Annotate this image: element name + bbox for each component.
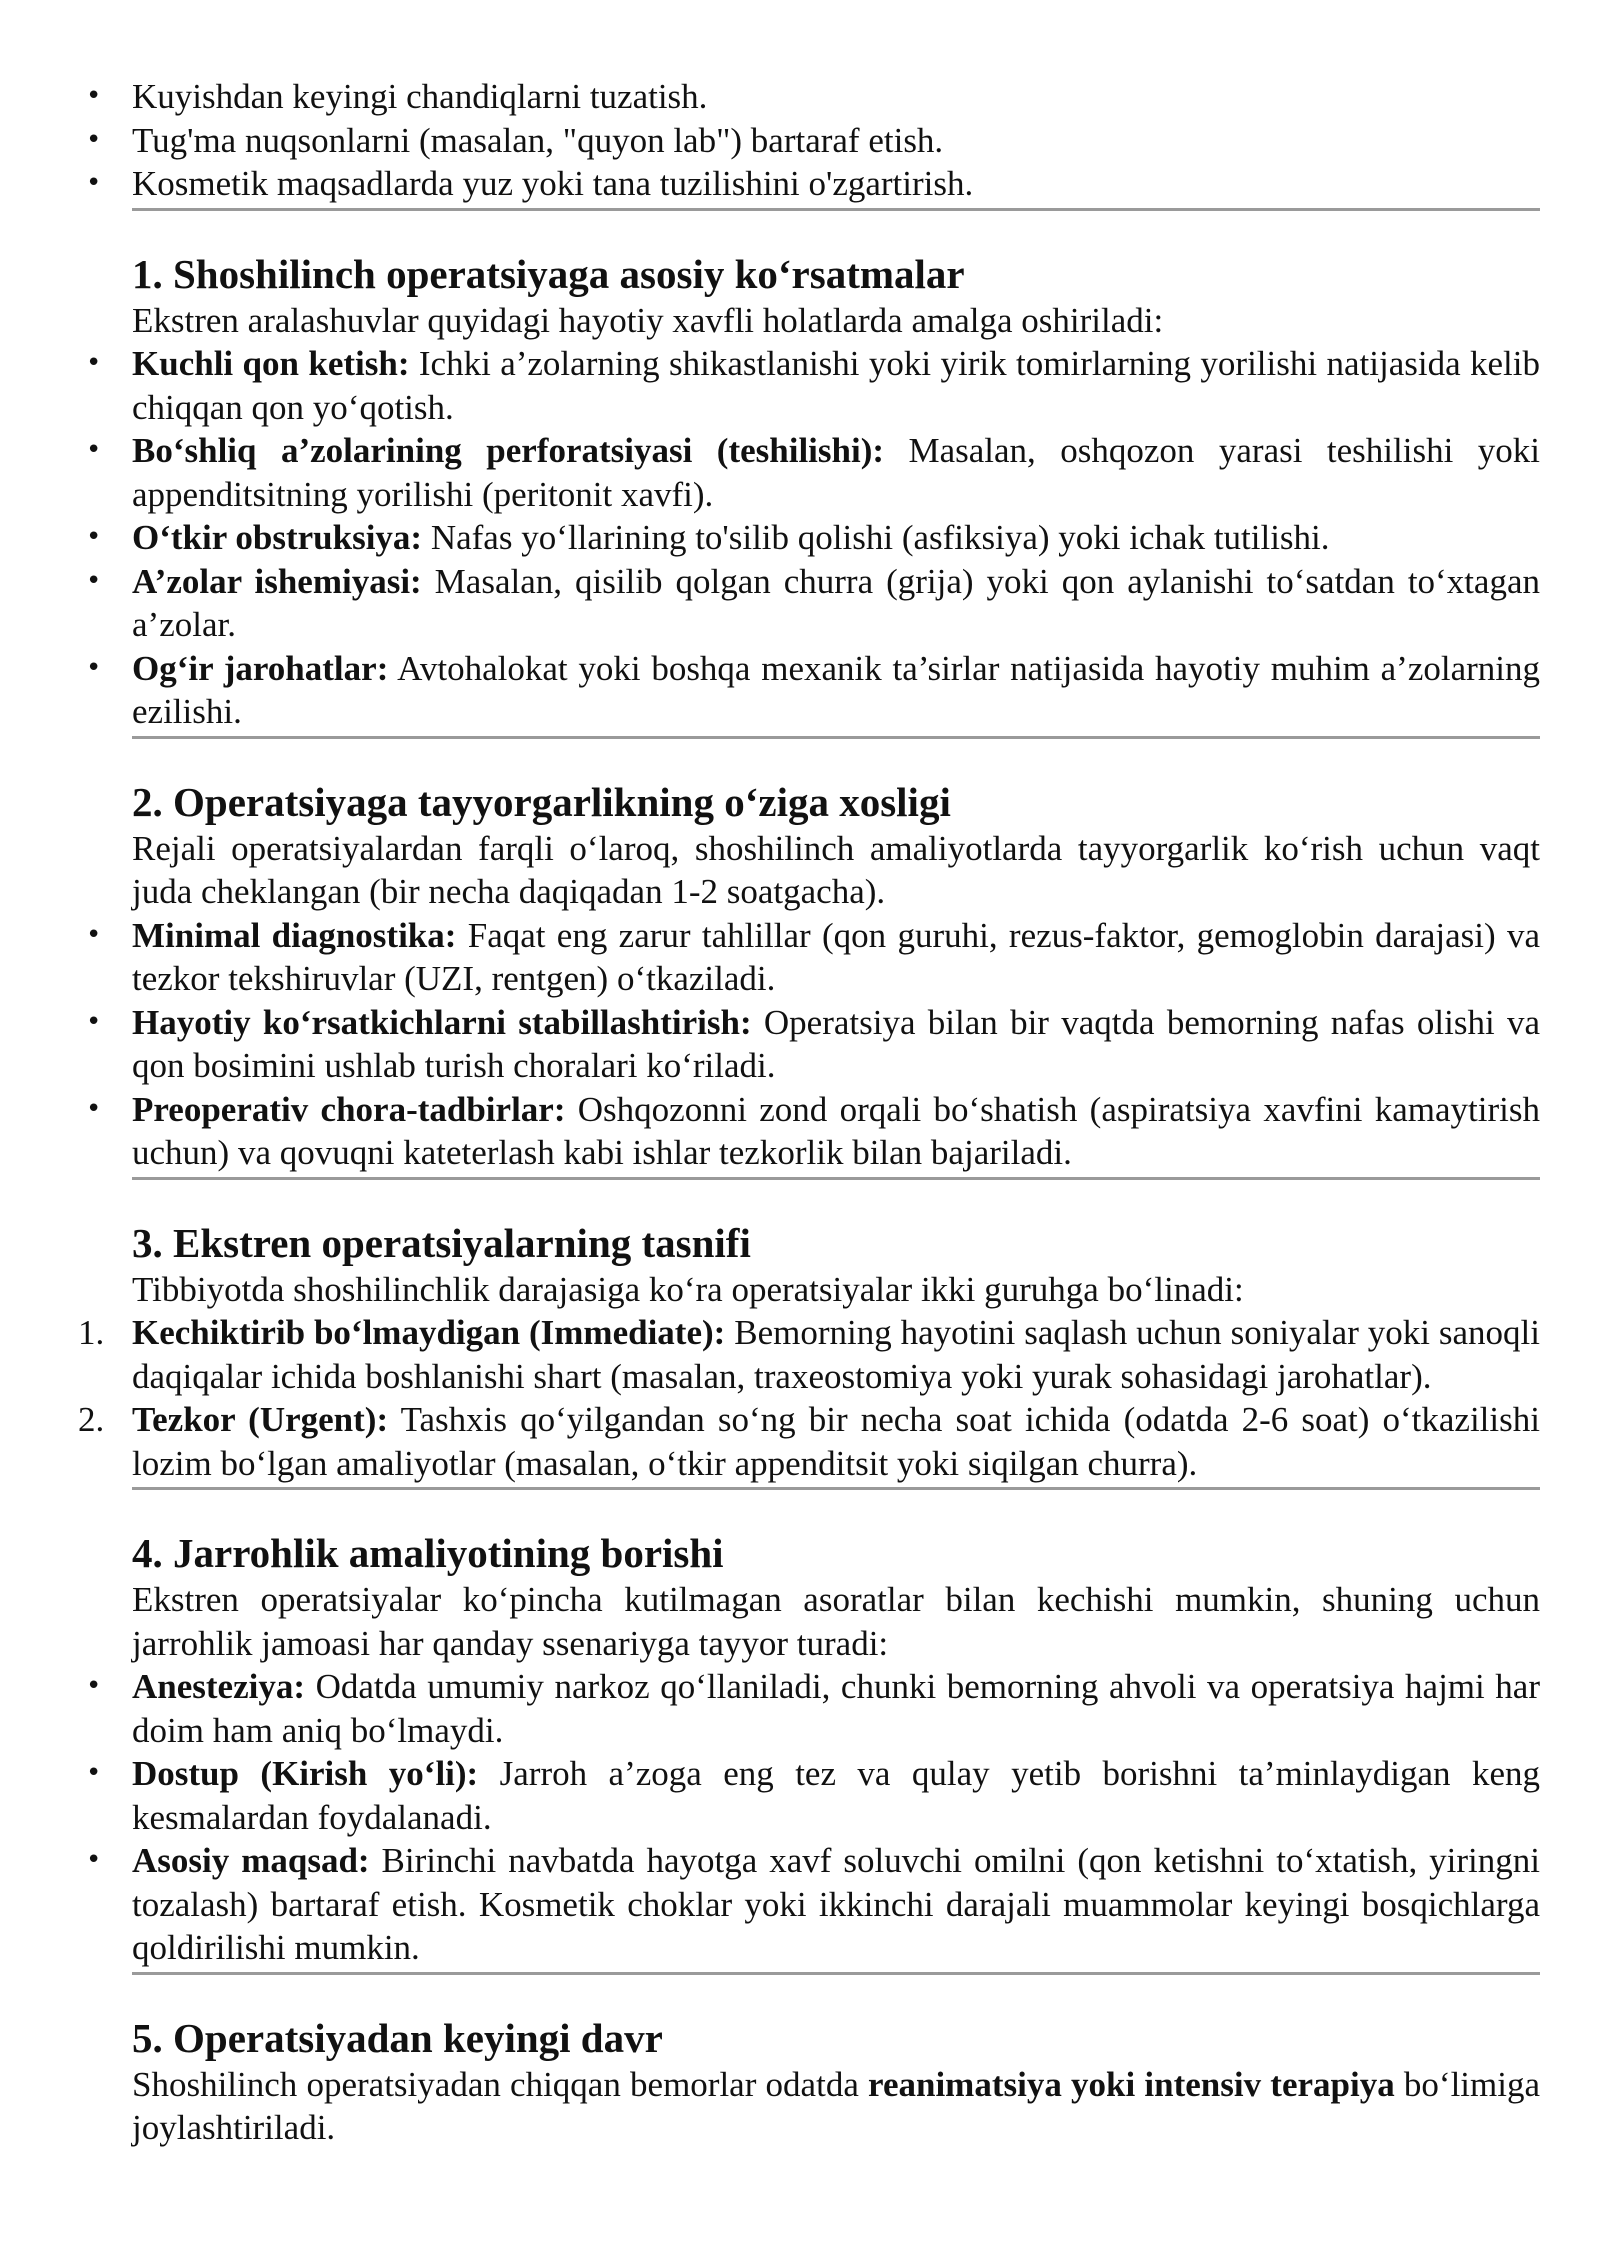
- section-heading: 1. Shoshilinch operatsiyaga asosiy ko‘rsatmalar: [132, 250, 965, 297]
- section-heading: 2. Operatsiyaga tayyorgarlikning o‘ziga xosligi: [132, 778, 951, 825]
- item-text: Bemorning hayotini saqlash uchun soniyalar yoki sanoqli daqiqalar ichida boshlanishi shart (masalan, traxeostomiya yoki yurak sohasidagi jarohatlar).: [132, 1313, 1540, 1396]
- section-postoperative: [132, 1975, 1540, 2150]
- item-term: Minimal diagnostika:: [132, 915, 457, 955]
- section-intro: [132, 2063, 1540, 2150]
- item-text: Jarroh a’zoga eng tez va qulay yetib borishni ta’minlaydigan keng kesmalardan foydalanadi.: [132, 1754, 1540, 1837]
- intro-text: bo‘limiga joylashtiriladi.: [132, 2064, 1540, 2147]
- list-item: [132, 1752, 1540, 1839]
- item-term: Tezkor (Urgent):: [132, 1400, 389, 1439]
- bullet-list: [132, 914, 1540, 1175]
- item-text: Birinchi navbatda hayotga xavf soluvchi omilni (qon ketishni to‘xtatish, yiringni tozalash) bartaraf etish. Kosmetik choklar yoki ikkinchi darajali muammolar keyingi bosqichlarga qoldirilishi mumkin.: [132, 1841, 1540, 1967]
- item-text: Masalan, oshqozon yarasi teshilishi yoki appenditsitning yorilishi (peritonit xavfi).: [132, 431, 1540, 514]
- list-item: [132, 560, 1540, 647]
- item-term: Preoperativ chora-tadbirlar:: [132, 1089, 566, 1129]
- list-item: • Tug'ma nuqsonlarni (masalan, "quyon lab") bartaraf etish.: [132, 119, 1540, 163]
- section-classification: [78, 1180, 1540, 1491]
- section-heading: 4. Jarrohlik amaliyotining borishi: [132, 1530, 724, 1576]
- item-number: 1.: [78, 1313, 105, 1352]
- list-item: [132, 516, 1540, 560]
- section-intro: Ekstren operatsiyalar ko‘pincha kutilmagan asoratlar bilan kechishi mumkin, shuning uchun jarrohlik jamoasi har qanday ssenariyga tayyor turadi:: [132, 1580, 1540, 1663]
- document-body: [78, 75, 1541, 2150]
- item-number: 2.: [78, 1400, 105, 1439]
- item-term: Dostup (Kirish yo‘li):: [132, 1754, 479, 1793]
- item-text: Ichki a’zolarning shikastlanishi yoki yirik tomirlarning yorilishi natijasida kelib chiqqan qon yo‘qotish.: [132, 344, 1540, 427]
- list-item: [132, 1001, 1540, 1088]
- list-item: [132, 429, 1540, 516]
- section-heading: 3. Ekstren operatsiyalarning tasnifi: [132, 1219, 751, 1266]
- list-item: [132, 342, 1540, 429]
- bullet-list: [132, 1665, 1540, 1970]
- intro-emphasis: reanimatsiya yoki intensiv terapiya: [868, 2064, 1395, 2104]
- list-item: [132, 1088, 1540, 1175]
- item-text: Faqat eng zarur tahlillar (qon guruhi, rezus-faktor, gemoglobin darajasi) va tezkor tekshiruvlar (UZI, rentgen) o‘tkaziladi.: [132, 915, 1540, 998]
- item-text: Oshqozonni zond orqali bo‘shatish (aspiratsiya xavfini kamaytirish uchun) va qovuqni kateterlash kabi ishlar tezkorlik bilan bajariladi.: [132, 1089, 1540, 1172]
- bullet-list: [132, 342, 1540, 734]
- item-text: Operatsiya bilan bir vaqtda bemorning nafas olishi va qon bosimini ushlab turish choralari ko‘riladi.: [132, 1002, 1540, 1085]
- item-term: Anesteziya:: [132, 1667, 306, 1706]
- section-intro: Ekstren aralashuvlar quyidagi hayotiy xavfli holatlarda amalga oshiriladi:: [132, 300, 1164, 340]
- item-term: A’zolar ishemiyasi:: [132, 561, 422, 601]
- list-item: [132, 1839, 1540, 1970]
- item-term: Kechiktirib bo‘lmaydigan (Immediate):: [132, 1313, 726, 1352]
- section-intro: Rejali operatsiyalardan farqli o‘laroq, shoshilinch amaliyotlarda tayyorgarlik ko‘rish uchun vaqt juda cheklangan (bir necha daqiqadan 1-2 soatgacha).: [132, 828, 1540, 911]
- item-text: Tashxis qo‘yilgandan so‘ng bir necha soat ichida (odatda 2-6 soat) o‘tkazilishi lozim bo‘lgan amaliyotlar (masalan, o‘tkir appenditsit yoki siqilgan churra).: [132, 1400, 1540, 1483]
- list-item: [132, 1665, 1540, 1752]
- intro-bullet-list: [132, 75, 1540, 206]
- item-term: Bo‘shliq a’zolarining perforatsiyasi (teshilishi):: [132, 431, 885, 470]
- item-term: Asosiy maqsad:: [132, 1841, 370, 1880]
- section-preparation: [132, 739, 1540, 1180]
- item-term: Og‘ir jarohatlar:: [132, 648, 389, 688]
- section-emergency-indications: [132, 211, 1540, 739]
- list-item: • Kosmetik maqsadlarda yuz yoki tana tuzilishini o'zgartirish.: [132, 162, 1540, 206]
- numbered-list: [78, 1311, 1540, 1485]
- list-item: [132, 647, 1540, 734]
- section-heading: 5. Operatsiyadan keyingi davr: [132, 2014, 663, 2061]
- item-term: Hayotiy ko‘rsatkichlarni stabillashtirish:: [132, 1002, 752, 1042]
- section-intro: Tibbiyotda shoshilinchlik darajasiga ko‘ra operatsiyalar ikki guruhga bo‘linadi:: [132, 1269, 1244, 1309]
- intro-text: Shoshilinch operatsiyadan chiqqan bemorlar odatda: [132, 2064, 869, 2104]
- section-surgery-course: [132, 1490, 1540, 1975]
- item-term: O‘tkir obstruksiya:: [132, 518, 423, 557]
- item-text: Avtohalokat yoki boshqa mexanik ta’sirlar natijasida hayotiy muhim a’zolarning ezilishi.: [132, 648, 1541, 731]
- item-text: Nafas yo‘llarining to'silib qolishi (asfiksiya) yoki ichak tutilishi.: [422, 518, 1330, 557]
- item-text: Odatda umumiy narkoz qo‘llaniladi, chunki bemorning ahvoli va operatsiya hajmi har doim ham aniq bo‘lmaydi.: [132, 1667, 1540, 1750]
- item-term: Kuchli qon ketish:: [132, 344, 410, 383]
- list-item: • Kuyishdan keyingi chandiqlarni tuzatish.: [132, 75, 1540, 119]
- list-item: [132, 914, 1540, 1001]
- list-item: [78, 1398, 1540, 1485]
- item-text: Masalan, qisilib qolgan churra (grija) yoki qon aylanishi to‘satdan to‘xtagan a’zolar.: [132, 561, 1540, 644]
- list-item: [78, 1311, 1540, 1398]
